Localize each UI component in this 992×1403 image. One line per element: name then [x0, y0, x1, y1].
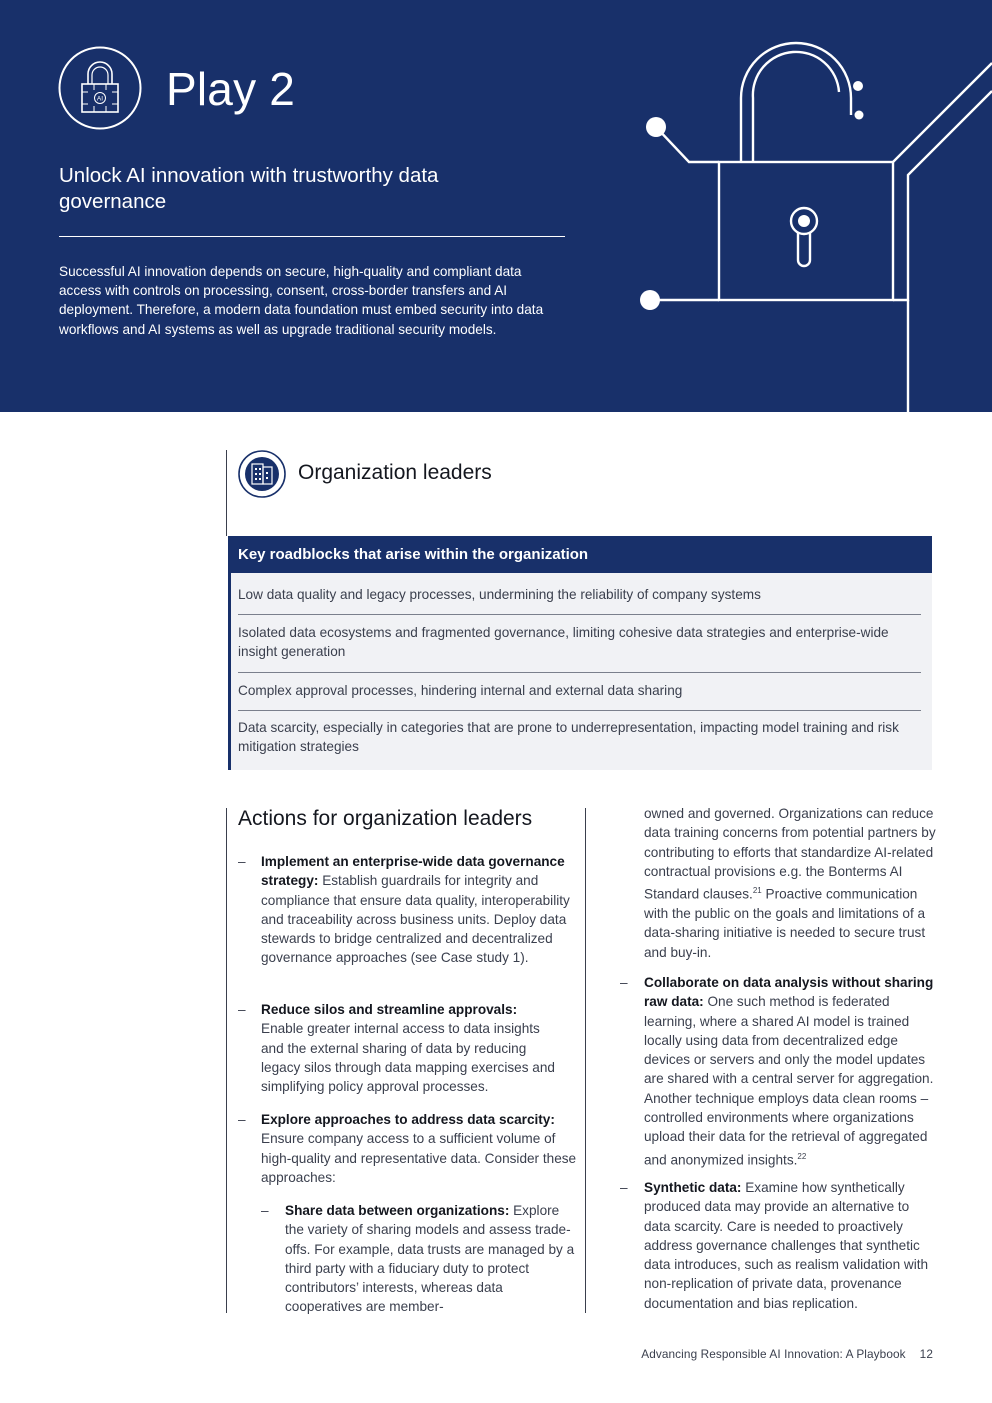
section-title: Organization leaders: [298, 461, 492, 484]
roadblock-item: Isolated data ecosystems and fragmented governance, limiting cohesive data strategies and enterprise-wide insight generation: [238, 625, 889, 660]
roadblocks-header: Key roadblocks that arise within the organization: [228, 536, 932, 573]
continuation-text: owned and governed. Organizations can reduce data training concerns from potential partners by contributing to efforts that standardize AI-related contractual provisions e.g. the Bonterms AI Standard clauses.$^{21}$ Proactive communication with the public on the goals and limitations of a data-sharing initiative is needed to secure trust and buy-in.: [644, 806, 936, 960]
building-icon: [238, 450, 286, 498]
dash-bullet: –: [238, 1002, 246, 1017]
action-body: Enable greater internal access to data insights and the external sharing of data by reducing legacy silos through data mapping exercises and simplifying policy approval processes.: [261, 1021, 555, 1095]
roadblock-divider: [238, 614, 921, 615]
dash-bullet: –: [620, 1180, 628, 1195]
dash-bullet: –: [238, 1112, 246, 1127]
action-heading: Explore approaches to address data scarcity:: [261, 1112, 555, 1127]
section-rule-left: [226, 808, 227, 1313]
panel-accent-bar: [228, 573, 231, 770]
action-body: One such method is federated learning, where a shared AI model is trained locally using data from decentralized edge devices or servers and only the model updates are shared with a central server for aggregation. Another technique employs data clean rooms – controlled environments where organizations upload their data for the retrieval of aggregated and anonymized insights.: [644, 994, 934, 1168]
page-footer: [641, 1347, 933, 1361]
column-divider: [585, 808, 586, 1313]
action-heading: Share data between organizations:: [285, 1203, 510, 1218]
hero-subtitle: Unlock AI innovation with trustworthy data governance: [59, 164, 439, 213]
publication-title: Advancing Responsible AI Innovation:: [641, 1347, 843, 1361]
action-heading: Synthetic data:: [644, 1180, 742, 1195]
page-number: 12: [919, 1347, 933, 1361]
hero-divider: [59, 236, 565, 237]
action-text: [644, 973, 936, 1170]
footnote-ref: 22: [797, 1151, 807, 1161]
actions-right-column: [620, 804, 936, 1314]
ai-label: AI: [96, 95, 104, 103]
action-heading: Implement an enterprise-wide data governance strategy:: [261, 854, 565, 889]
action-body: Explore the variety of sharing models and assess trade-offs. For example, data trusts are managed by a third party with a fiduciary duty to protect contributors’ interests, whereas data cooperatives are member-: [285, 1203, 575, 1315]
action-text: [261, 852, 576, 968]
dash-bullet: –: [620, 975, 628, 990]
action-text: [285, 1201, 575, 1317]
action-heading: Reduce silos and streamline approvals:: [261, 1002, 518, 1017]
ai-lock-icon: [58, 46, 142, 130]
roadblock-divider: [238, 672, 921, 673]
roadblocks-panel: [228, 536, 932, 770]
hero-banner: [0, 0, 992, 412]
roadblock-item: Data scarcity, especially in categories that are prone to underrepresentation, impacting model training and risk mitigation strategies: [238, 720, 899, 755]
actions-title: Actions for organization leaders: [238, 807, 533, 830]
action-body: Ensure company access to a sufficient volume of high-quality and representative data. Consider these approaches:: [261, 1131, 577, 1185]
publication-subtitle: A Playbook: [842, 1347, 906, 1361]
footnote-ref: 21: [752, 886, 762, 896]
roadblock-item: Low data quality and legacy processes, undermining the reliability of company systems: [238, 587, 761, 602]
dash-bullet: –: [238, 854, 246, 869]
action-body: Establish guardrails for integrity and compliance that ensure data quality, interoperability and traceability across business units. Deploy data stewards to bridge centralized and decentralized governance approaches (see Case study 1).: [261, 873, 570, 966]
dash-bullet: –: [261, 1203, 269, 1218]
roadblock-item: Complex approval processes, hindering internal and external data sharing: [238, 683, 683, 698]
padlock-circuit-illustration: [600, 0, 992, 412]
section-rule-top: [226, 450, 227, 536]
action-heading: Collaborate on data analysis without sharing raw data:: [644, 975, 934, 1010]
hero-intro: Successful AI innovation depends on secure, high-quality and compliant data access with controls on processing, consent, cross-border transfers and AI deployment. Therefore, a modern data foundation must embed security into data workflows and AI systems as well as upgrade traditional security models.: [59, 264, 544, 337]
action-text: [261, 1110, 578, 1187]
action-text: [644, 1178, 936, 1313]
action-text: [261, 1000, 561, 1096]
roadblock-divider: [238, 710, 921, 711]
actions-left-column: [238, 852, 578, 1314]
page-title: Play 2: [166, 63, 296, 115]
action-body: Examine how synthetically produced data may provide an alternative to data scarcity. Care is needed to proactively address governance challenges that synthetic data introduces, such as realism validation with non-replication of private data, provenance documentation and bias replication.: [644, 1180, 929, 1311]
